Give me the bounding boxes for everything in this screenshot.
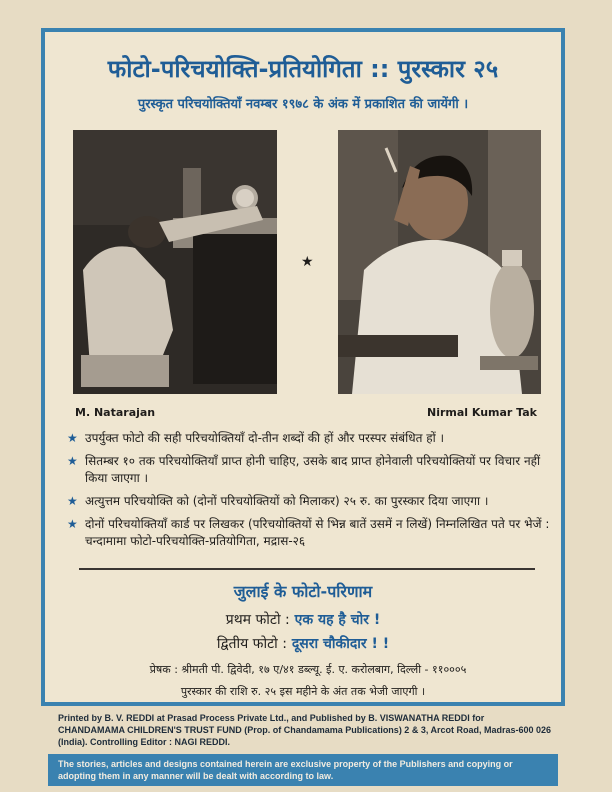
rule-text: उपर्युक्त फोटो की सही परिचयोक्तियाँ दो-तीन शब्दों की हों और परस्पर संबंधित हों ।	[85, 431, 445, 445]
first-photo-value: एक यह है चोर !	[294, 612, 381, 628]
photo-right-caption: Nirmal Kumar Tak	[426, 406, 537, 419]
results-title: जुलाई के फोटो-परिणाम	[233, 582, 373, 601]
photo-left-caption: M. Natarajan	[75, 406, 156, 419]
second-photo-value: दूसरा चौकीदार ! !	[291, 636, 390, 652]
rule-item	[67, 453, 551, 487]
rule-item	[67, 493, 551, 510]
winner-address: प्रेषक : श्रीमती पी. द्विवेदी, १७ ए/४१ डब्ल्यू. ई. ए. करोलबाग, दिल्ली - ११०००५	[149, 663, 467, 676]
photo-left-illustration	[73, 130, 277, 394]
contest-frame	[41, 28, 565, 706]
star-icon: ★	[67, 454, 78, 468]
star-icon: ★	[67, 431, 78, 445]
copyright-notice: The stories, articles and designs contained herein are exclusive property of the Publishers and copying or adopting them in any manner will be dealt with according to law.	[48, 754, 558, 786]
star-icon: ★	[67, 494, 78, 508]
first-photo-result	[45, 610, 561, 629]
rule-item	[67, 430, 551, 447]
first-photo-label: प्रथम फोटो :	[225, 612, 290, 628]
rule-text: दोनों परिचयोक्तियाँ कार्ड पर लिखकर (परिचयोक्तियों से भिन्न बातें उसमें न लिखें) निम्नलिखित पते पर भेजें : चन्दामामा फोटो-परिचयोक्ति-प्रतियोगिता, मद्रास-२६	[85, 517, 550, 548]
photo-separator-star: ★	[301, 254, 314, 270]
contest-subtitle: पुरस्कृत परिचयोक्तियाँ नवम्बर १९७८ के अंक में प्रकाशित की जायेंगी ।	[137, 97, 469, 112]
rule-item	[67, 516, 551, 550]
photo-left	[73, 130, 277, 394]
photo-right-illustration	[338, 130, 541, 394]
prize-note: पुरस्कार की राशि रु. २५ इस महीने के अंत तक भेजी जाएगी ।	[180, 685, 426, 698]
contest-rules	[67, 430, 551, 556]
section-divider	[79, 568, 535, 570]
photo-right	[338, 130, 541, 394]
contest-title: फोटो-परिचयोक्ति-प्रतियोगिता :: पुरस्कार २५	[107, 55, 499, 83]
second-photo-label: द्वितीय फोटो :	[216, 636, 287, 652]
publisher-imprint: Printed by B. V. REDDI at Prasad Process Private Ltd., and Published by B. VISWANATHA REDDI for CHANDAMAMA CHILDREN'S TRUST FUND (Prop. of Chandamama Publications) 2 & 3, Arcot Road, Madras-600 026 (India). Controlling Editor : NAGI REDDI.	[58, 713, 552, 747]
rule-text: अत्युत्तम परिचयोक्ति को (दोनों परिचयोक्तियों को मिलाकर) २५ रु. का पुरस्कार दिया जाएगा ।	[85, 494, 489, 508]
star-icon: ★	[67, 517, 78, 531]
rule-text: सितम्बर १० तक परिचयोक्तियाँ प्राप्त होनी चाहिए, उसके बाद प्राप्त होनेवाली परिचयोक्तियों पर विचार नहीं किया जाएगा ।	[85, 454, 541, 485]
second-photo-result	[45, 634, 561, 653]
